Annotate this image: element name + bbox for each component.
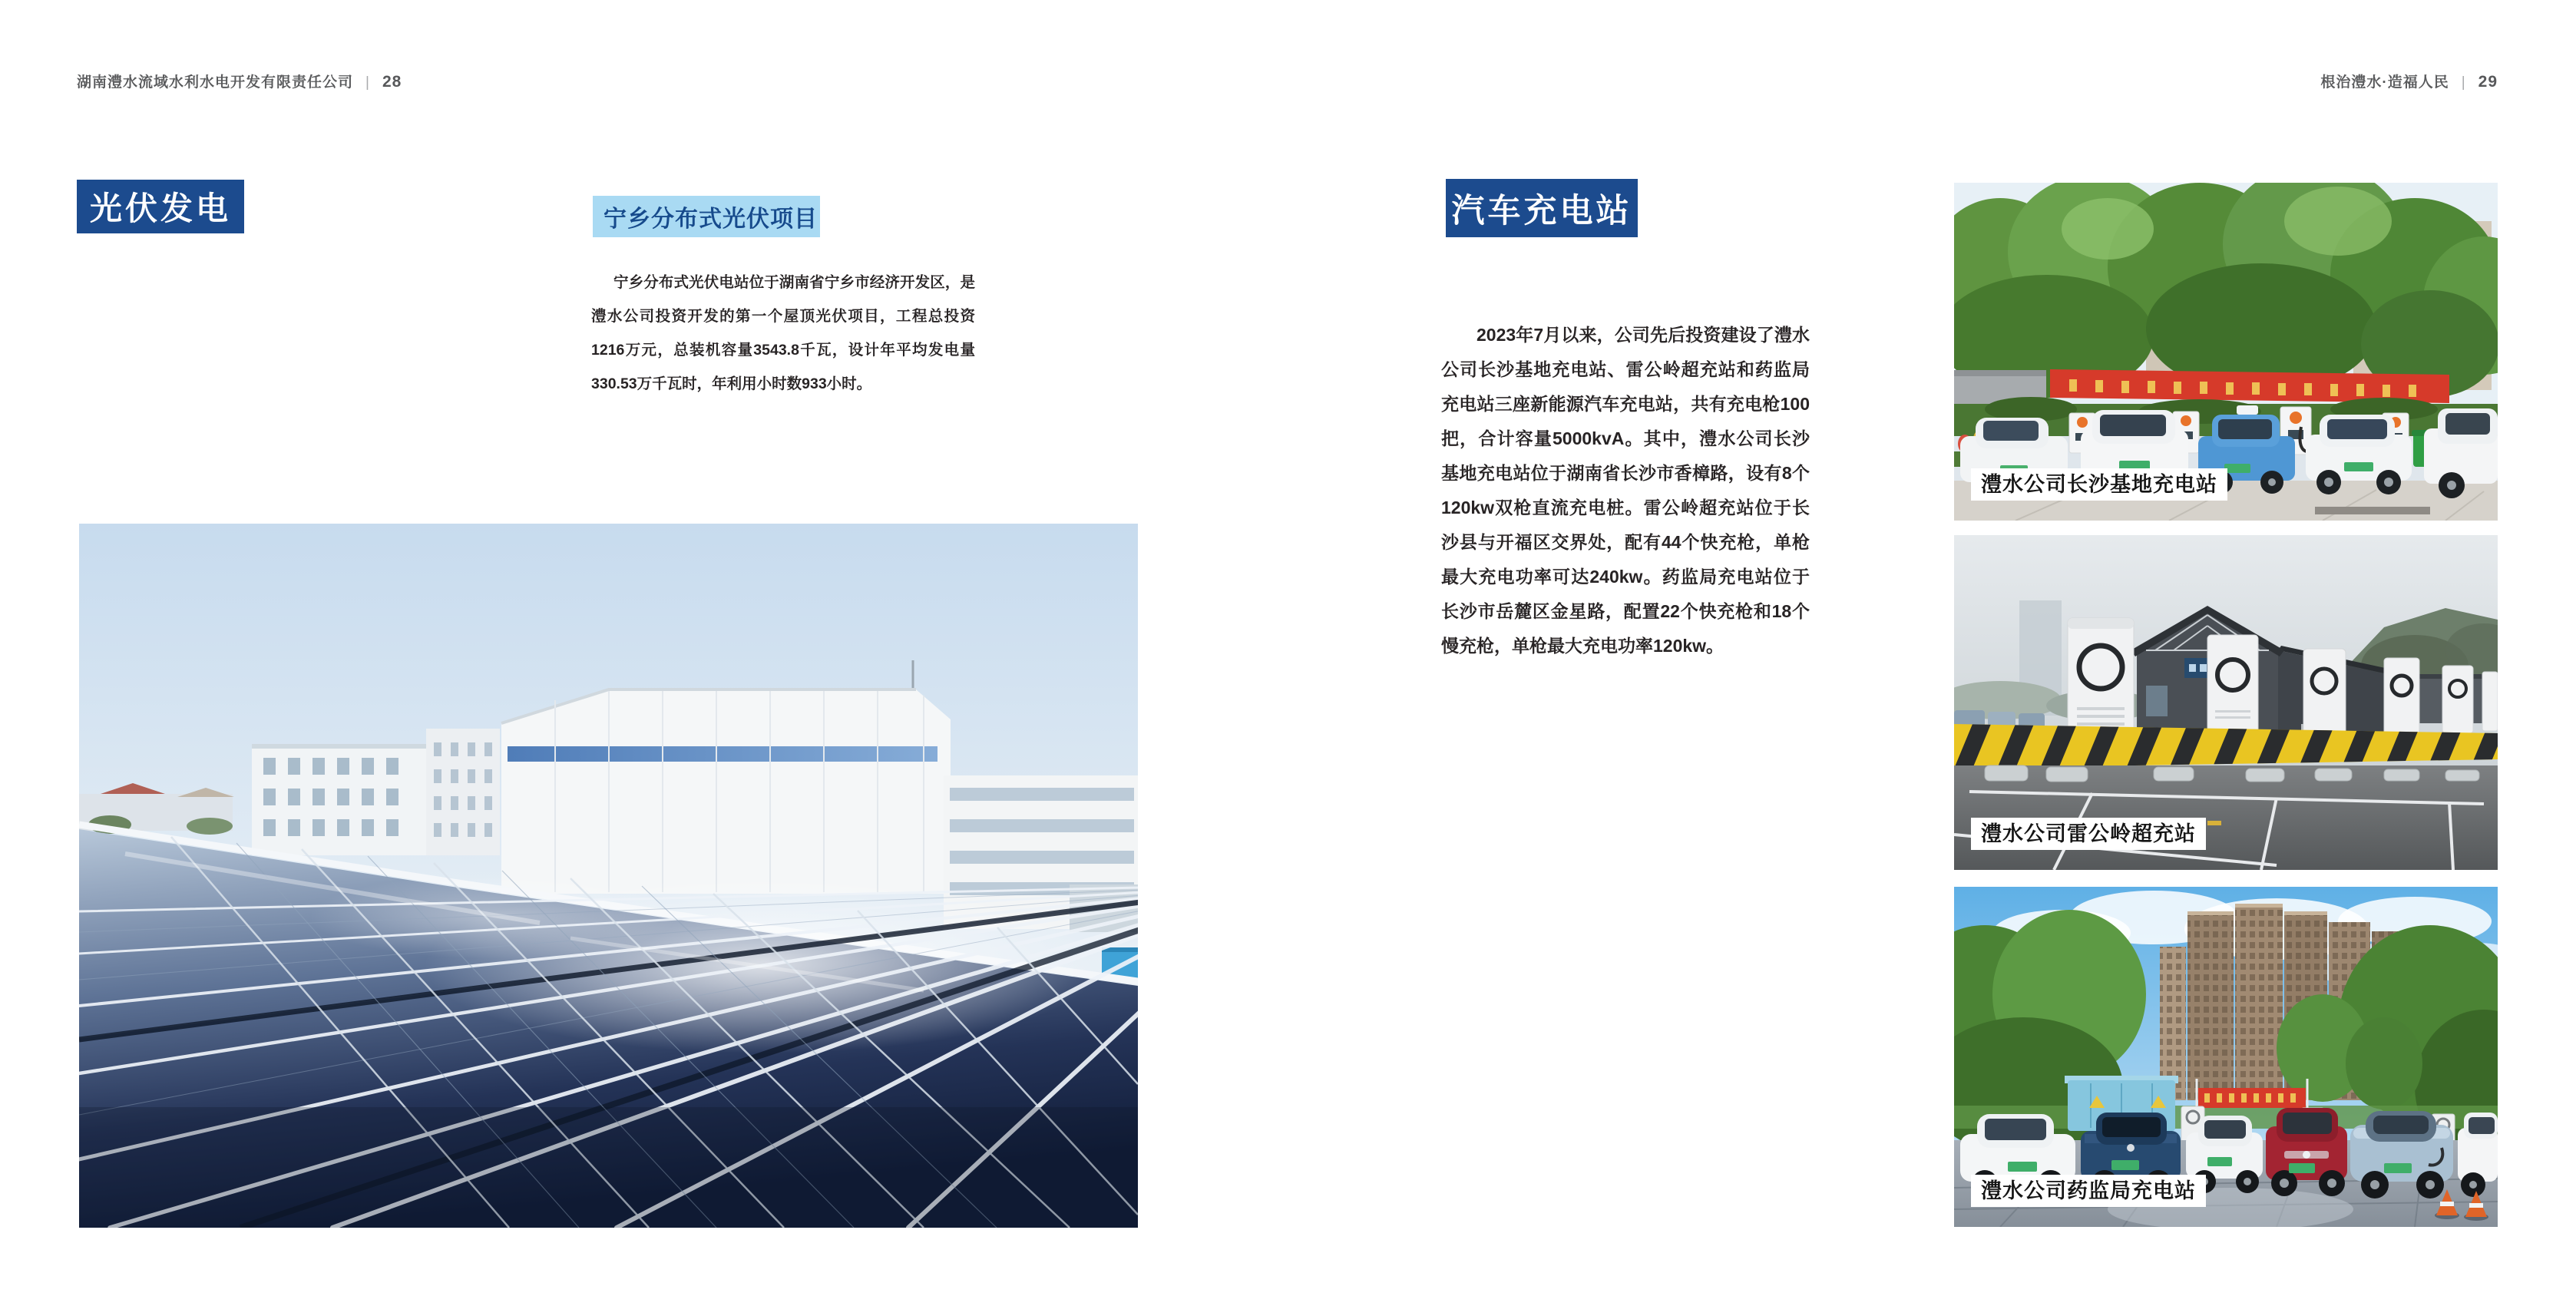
page-number-right: 29: [2478, 73, 2498, 91]
changsha-base-station-photo: [1954, 183, 2498, 521]
section-title-pv: 光伏发电: [77, 180, 244, 233]
lane-mark: [2207, 821, 2221, 825]
running-head-left: [77, 71, 402, 91]
photo-caption: 澧水公司药监局充电站: [1971, 1175, 2206, 1207]
header-separator: |: [2461, 74, 2466, 91]
page-number-left: 28: [382, 73, 402, 91]
leigongling-supercharge-photo: [1954, 535, 2498, 870]
header-separator: |: [365, 74, 370, 91]
charging-body-paragraph: 2023年7月以来，公司先后投资建设了澧水公司长沙基地充电站、雷公岭超充站和药监局充电站三座新能源汽车充电站，共有充电枪100把，合计容量5000kvA。其中，澧水公司长沙基地充电站位于湖南省长沙市香樟路，设有8个120kw双枪直流充电桩。雷公岭超充站位于长沙县与开福区交界处，配有44个快充枪，单枪最大充电功率可达240kw。药监局充电站位于长沙市岳麓区金星路，配置22个快充枪和18个慢充枪，单枪最大充电功率120kw。: [1441, 325, 1810, 656]
solar-array-illustration: [79, 524, 1138, 1228]
yaojianju-station-photo: [1954, 887, 2498, 1227]
slogan: 根治澧水·造福人民: [2320, 74, 2449, 91]
company-name: 湖南澧水流域水利水电开发有限责任公司: [77, 74, 354, 91]
pv-body-paragraph: 宁乡分布式光伏电站位于湖南省宁乡市经济开发区，是澧水公司投资开发的第一个屋顶光伏项目，工程总投资1216万元，总装机容量3543.8千瓦，设计年平均发电量330.53万千瓦时，年利用小时数933小时。: [591, 274, 975, 392]
photo-caption: 澧水公司雷公岭超充站: [1971, 818, 2206, 850]
running-head-right: [2320, 71, 2498, 91]
trees: [1954, 183, 2498, 398]
subsection-title-ningxiang: 宁乡分布式光伏项目: [593, 196, 820, 237]
solar-array-photo: [79, 524, 1138, 1228]
section-title-charging: 汽车充电站: [1446, 179, 1638, 237]
photo-caption: 澧水公司长沙基地充电站: [1971, 468, 2227, 501]
drain-grate: [2315, 507, 2430, 514]
